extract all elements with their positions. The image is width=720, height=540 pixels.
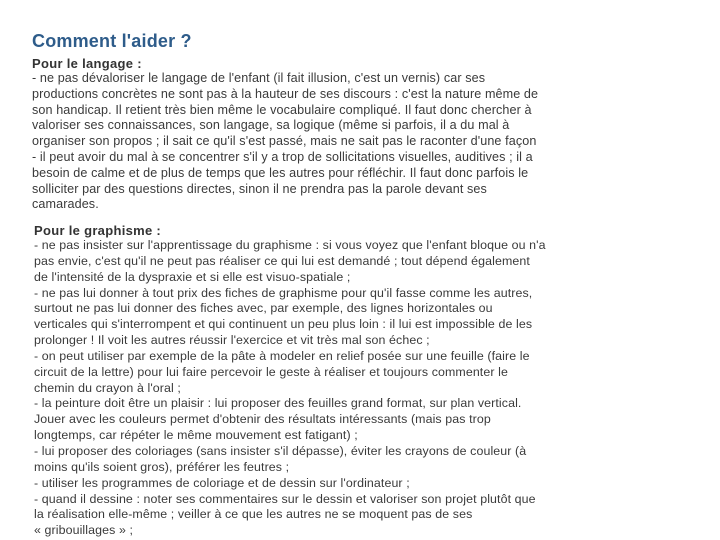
section-graphisme bbox=[34, 223, 674, 539]
paragraph-line: - ne pas insister sur l'apprentissage du graphisme : si vous voyez que l'enfant bloque ou n'a bbox=[34, 238, 546, 252]
paragraph-line: longtemps, car répéter le même mouvement est fatigant) ; bbox=[34, 428, 358, 443]
paragraph-line: de l'intensité de la dyspraxie et si elle est visuo-spatiale ; bbox=[34, 269, 351, 284]
paragraph-line: - ne pas dévaloriser le langage de l'enfant (il fait illusion, c'est un vernis) car ses bbox=[32, 71, 486, 85]
paragraph-line: pas envie, c'est qu'il ne peut pas réaliser ce qui lui est demandé ; tout dépend également bbox=[34, 253, 530, 268]
paragraph-line: - utiliser les programmes de coloriage et de dessin sur l'ordinateur ; bbox=[34, 475, 410, 490]
paragraph-line: moins qu'ils soient gros), préférer les feutres ; bbox=[34, 459, 290, 474]
paragraph-line: besoin de calme et de plus de temps que les autres pour réfléchir. Il faut donc parfois le bbox=[32, 165, 529, 180]
paragraph-line: surtout ne pas lui donner des fiches avec, par exemple, des lignes horizontales ou bbox=[34, 301, 493, 316]
section-heading-langage: Pour le langage : bbox=[32, 56, 142, 71]
paragraph-line: chemin du crayon à l'oral ; bbox=[34, 380, 181, 395]
paragraph-line: productions concrètes ne sont pas à la hauteur de ses discours : c'est la nature même de bbox=[32, 86, 539, 101]
page-title: Comment l'aider ? bbox=[32, 31, 192, 51]
section-langage bbox=[32, 56, 692, 213]
paragraph-line: son handicap. Il retient très bien même le vocabulaire compliqué. Il faut donc chercher à bbox=[32, 102, 532, 117]
paragraph-line: - quand il dessine : noter ses commentaires sur le dessin et valoriser son projet plutôt que bbox=[34, 491, 536, 506]
paragraph-line: - il peut avoir du mal à se concentrer s'il y a trop de sollicitations visuelles, auditives ; il a bbox=[32, 149, 533, 164]
paragraph-line: - lui proposer des coloriages (sans insister s'il dépasse), éviter les crayons de couleur (à bbox=[34, 443, 527, 458]
paragraph-line: - ne pas lui donner à tout prix des fiches de graphisme pour qu'il fasse comme les autres, bbox=[34, 285, 533, 300]
paragraph-line: Jouer avec les couleurs permet d'obtenir des résultats intéressants (mais pas trop bbox=[34, 412, 491, 427]
paragraph-line: organiser son propos ; il sait ce qu'il s'est passé, mais ne sait pas le raconter d'une façon bbox=[32, 134, 537, 149]
paragraph-line: circuit de la lettre) pour lui faire percevoir le geste à réaliser et toujours commenter le bbox=[34, 364, 508, 379]
section-heading-graphisme: Pour le graphisme : bbox=[34, 223, 162, 238]
paragraph-line: valoriser ses connaissances, son langage, sa logique (même si parfois, il a du mal à bbox=[32, 118, 510, 133]
paragraph-line: la réalisation elle-même ; veiller à ce que les autres ne se moquent pas de ses bbox=[34, 507, 473, 522]
paragraph-line: camarades. bbox=[32, 197, 99, 212]
paragraph-line: solliciter par des questions directes, sinon il ne prendra pas la parole devant ses bbox=[32, 181, 487, 196]
paragraph-line: verticales qui s'interrompent et qui continuent un peu plus loin : il lui est impossible de les bbox=[34, 317, 533, 332]
paragraph-line: - on peut utiliser par exemple de la pâte à modeler en relief posée sur une feuille (faire le bbox=[34, 348, 530, 363]
paragraph-line: prolonger ! Il voit les autres réussir l'exercice et vit très mal son échec ; bbox=[34, 333, 430, 348]
paragraph-line: - la peinture doit être un plaisir : lui proposer des feuilles grand format, sur plan vertical. bbox=[34, 396, 522, 411]
paragraph-line: « gribouillages » ; bbox=[34, 523, 134, 538]
